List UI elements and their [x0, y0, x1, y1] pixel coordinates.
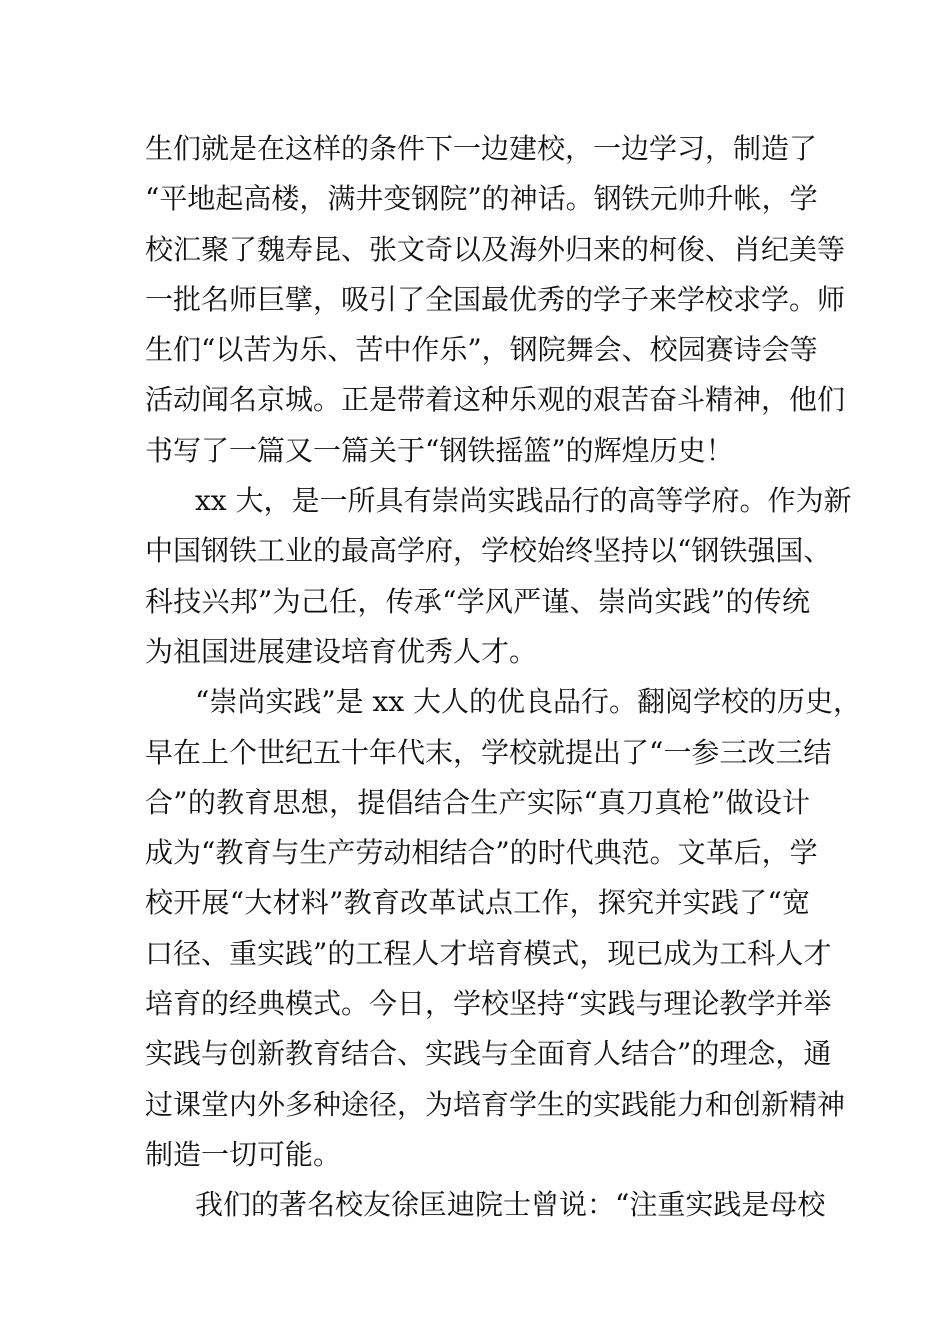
text-line: 口径、重实践”的工程人才培育模式，现已成为工科人才 [145, 936, 832, 970]
text-line: 成为“教育与生产劳动相结合”的时代典范。文革后，学 [145, 836, 818, 870]
text-line: 合”的教育思想，提倡结合生产实际“真刀真枪”做设计 [145, 785, 810, 819]
text-line: 早在上个世纪五十年代末，学校就提出了“一参三改三结 [145, 735, 832, 769]
text-line: 校开展“大材料”教育改革试点工作，探究并实践了“宽 [145, 886, 810, 920]
text-line: 实践与创新教育结合、实践与全面育人结合”的理念，通 [145, 1037, 832, 1071]
text-line: 书写了一篇又一篇关于“钢铁摇篮”的辉煌历史！ [145, 433, 734, 467]
text-line: “崇尚实践”是 xx 大人的优良品行。翻阅学校的历史， [195, 685, 862, 719]
body-text [145, 124, 862, 1231]
text-line: 培育的经典模式。今日，学校坚持“实践与理论教学并举 [145, 987, 832, 1021]
text-line: 生们“以苦为乐、苦中作乐”，钢院舞会、校园赛诗会等 [145, 333, 818, 367]
text-line: xx 大，是一所具有崇尚实践品行的高等学府。作为新 [195, 484, 852, 518]
text-line: 过课堂内外多种途径，为培育学生的实践能力和创新精神 [145, 1087, 846, 1121]
text-line: 制造一切可能。 [145, 1137, 342, 1171]
text-line: 科技兴邦”为己任，传承“学风严谨、崇尚实践”的传统 [145, 584, 810, 618]
text-line: 我们的著名校友徐匡迪院士曾说：“注重实践是母校 [195, 1188, 826, 1222]
text-line: 生们就是在这样的条件下一边建校，一边学习，制造了 [145, 132, 818, 165]
text-line: “平地起高楼，满井变钢院”的神话。钢铁元帅升帐，学 [145, 182, 818, 216]
text-line: 为祖国进展建设培育优秀人才。 [145, 634, 538, 668]
text-line: 活动闻名京城。正是带着这种乐观的艰苦奋斗精神，他们 [145, 383, 846, 417]
text-line: 校汇聚了魏寿昆、张文奇以及海外归来的柯俊、肖纪美等 [145, 232, 846, 266]
text-line: 中国钢铁工业的最高学府，学校始终坚持以“钢铁强国、 [145, 534, 832, 568]
text-line: 一批名师巨擘，吸引了全国最优秀的学子来学校求学。师 [145, 282, 846, 316]
